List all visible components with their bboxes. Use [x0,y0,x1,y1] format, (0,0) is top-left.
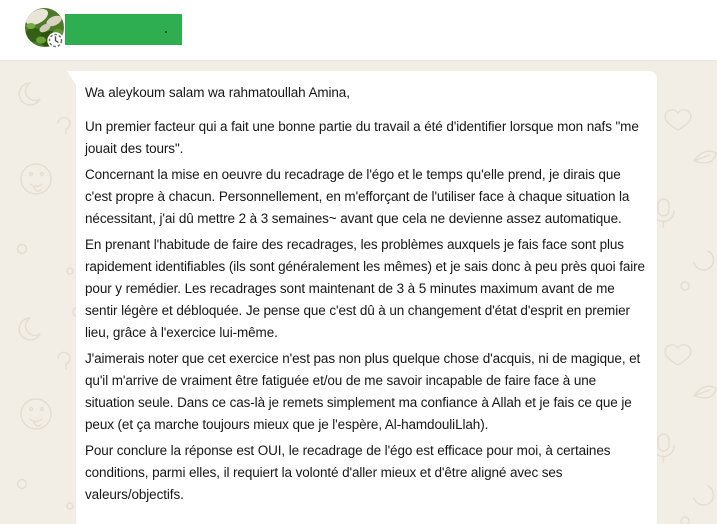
chat-background [0,61,717,524]
message-text [76,71,657,522]
redaction-speck [165,31,167,33]
contact-name-redacted[interactable] [65,14,182,45]
message-paragraph: Wa aleykoum salam wa rahmatoullah Amina, [85,85,350,100]
message-paragraph: Concernant la mise en oeuvre du recadrage de l'égo et le temps qu'elle prend, je dirais que c'est propre à chacun. Personnellement, en m'efforçant de l'utiliser face à chaque situation la nécessitant, j'ai dû mettre 2 à 3 semaines~ avant que cela ne devienne assez automatique. [85,167,630,226]
message-paragraph: J'aimerais noter que cet exercice n'est pas non plus quelque chose d'acquis, ni de magique, et qu'il m'arrive de vraiment être fatiguée et/ou de me savoir incapable de faire face à une situation seule. Dans ce cas-là je remets simplement ma confiance à Allah et je fais ce que je peux (et ça marche toujours mieux que je l'espère, Al-hamdouliLlah). [85,351,641,432]
pending-clock-icon [47,32,64,49]
message-paragraph: Un premier facteur qui a fait une bonne partie du travail a été d'identifier lorsque mon nafs "me jouait des tours". [85,119,639,156]
message-paragraph: En prenant l'habitude de faire des recadrages, les problèmes auxquels je fais face sont plus rapidement identifiables (ils sont généralement les mêmes) et je sais donc à peu près quoi faire pour y remédier. Les recadrages sont maintenant de 3 à 5 minutes maximum avant de me sentir légère et débloquée. Je pense que c'est dû à un changement d'état d'esprit en premier lieu, grâce à l'exercice lui-même. [85,237,645,340]
chat-header[interactable] [0,0,717,61]
message-paragraph: Pour conclure la réponse est OUI, le recadrage de l'égo est efficace pour moi, à certaines conditions, parmi elles, il requiert la volonté d'aller mieux et d'être aligné avec ses valeurs/objectifs. [85,443,611,502]
bubble-tail [67,71,76,85]
incoming-message-bubble[interactable] [76,71,657,524]
